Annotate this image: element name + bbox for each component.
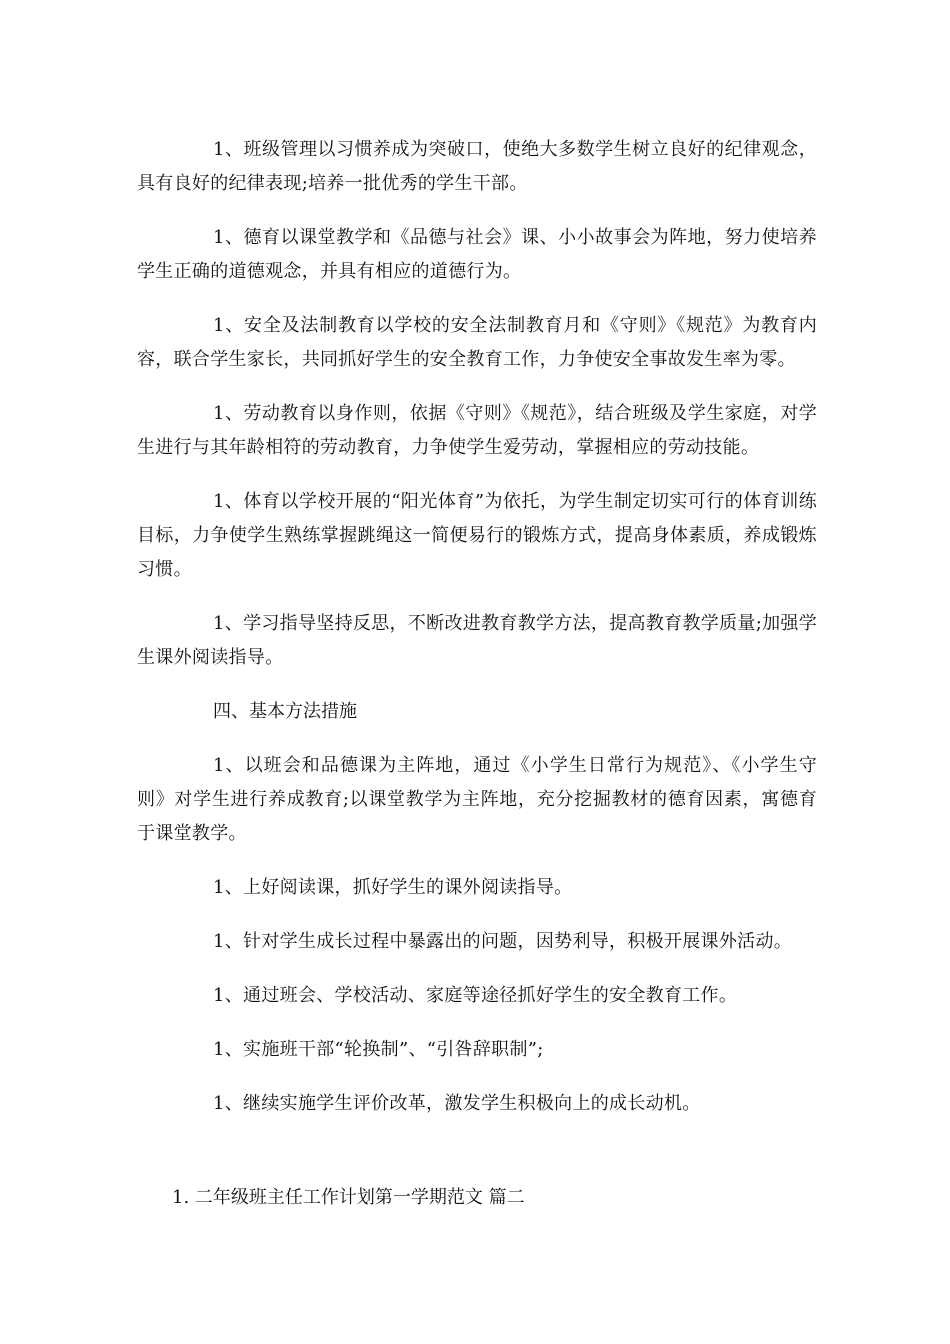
document-body — [137, 133, 817, 1141]
measure-item: 1、继续实施学生评价改革，激发学生积极向上的成长动机。 — [213, 1093, 701, 1114]
measure-item: 1、上好阅读课，抓好学生的课外阅读指导。 — [213, 877, 573, 898]
measure-item: 1、通过班会、学校活动、家庭等途径抓好学生的安全教育工作。 — [213, 985, 738, 1006]
paragraph-safety-education: 1、安全及法制教育以学校的安全法制教育月和《守则》《规范》为教育内容，联合学生家长，共同抓好学生的安全教育工作，力争使安全事故发生率为零。 — [137, 315, 817, 370]
section-heading-methods: 四、基本方法措施 — [213, 701, 357, 722]
paragraph-physical-education: 1、体育以学校开展的“阳光体育”为依托，为学生制定切实可行的体育训练目标，力争使学生熟练掌握跳绳这一简便易行的锻炼方式，提高身体素质，养成锻炼习惯。 — [137, 491, 817, 580]
next-section-title: 1. 二年级班主任工作计划第一学期范文 篇二 — [172, 1187, 525, 1208]
paragraph-moral-education: 1、德育以课堂教学和《品德与社会》课、小小故事会为阵地，努力使培养学生正确的道德观念，并具有相应的道德行为。 — [137, 227, 817, 282]
measure-item: 1、针对学生成长过程中暴露出的问题，因势利导，积极开展课外活动。 — [213, 931, 793, 952]
paragraph-class-management: 1、班级管理以习惯养成为突破口，使绝大多数学生树立良好的纪律观念，具有良好的纪律表现;培养一批优秀的学生干部。 — [137, 139, 817, 194]
measure-item: 1、以班会和品德课为主阵地，通过《小学生日常行为规范》、《小学生守则》对学生进行养成教育;以课堂教学为主阵地，充分挖掘教材的德育因素，寓德育于课堂教学。 — [137, 755, 817, 844]
paragraph-labor-education: 1、劳动教育以身作则，依据《守则》《规范》，结合班级及学生家庭，对学生进行与其年龄相符的劳动教育，力争使学生爱劳动，掌握相应的劳动技能。 — [137, 403, 817, 458]
measure-item: 1、实施班干部“轮换制”、“引咎辞职制”; — [213, 1039, 544, 1060]
paragraph-study-guidance: 1、学习指导坚持反思，不断改进教育教学方法，提高教育教学质量;加强学生课外阅读指导。 — [137, 613, 817, 668]
